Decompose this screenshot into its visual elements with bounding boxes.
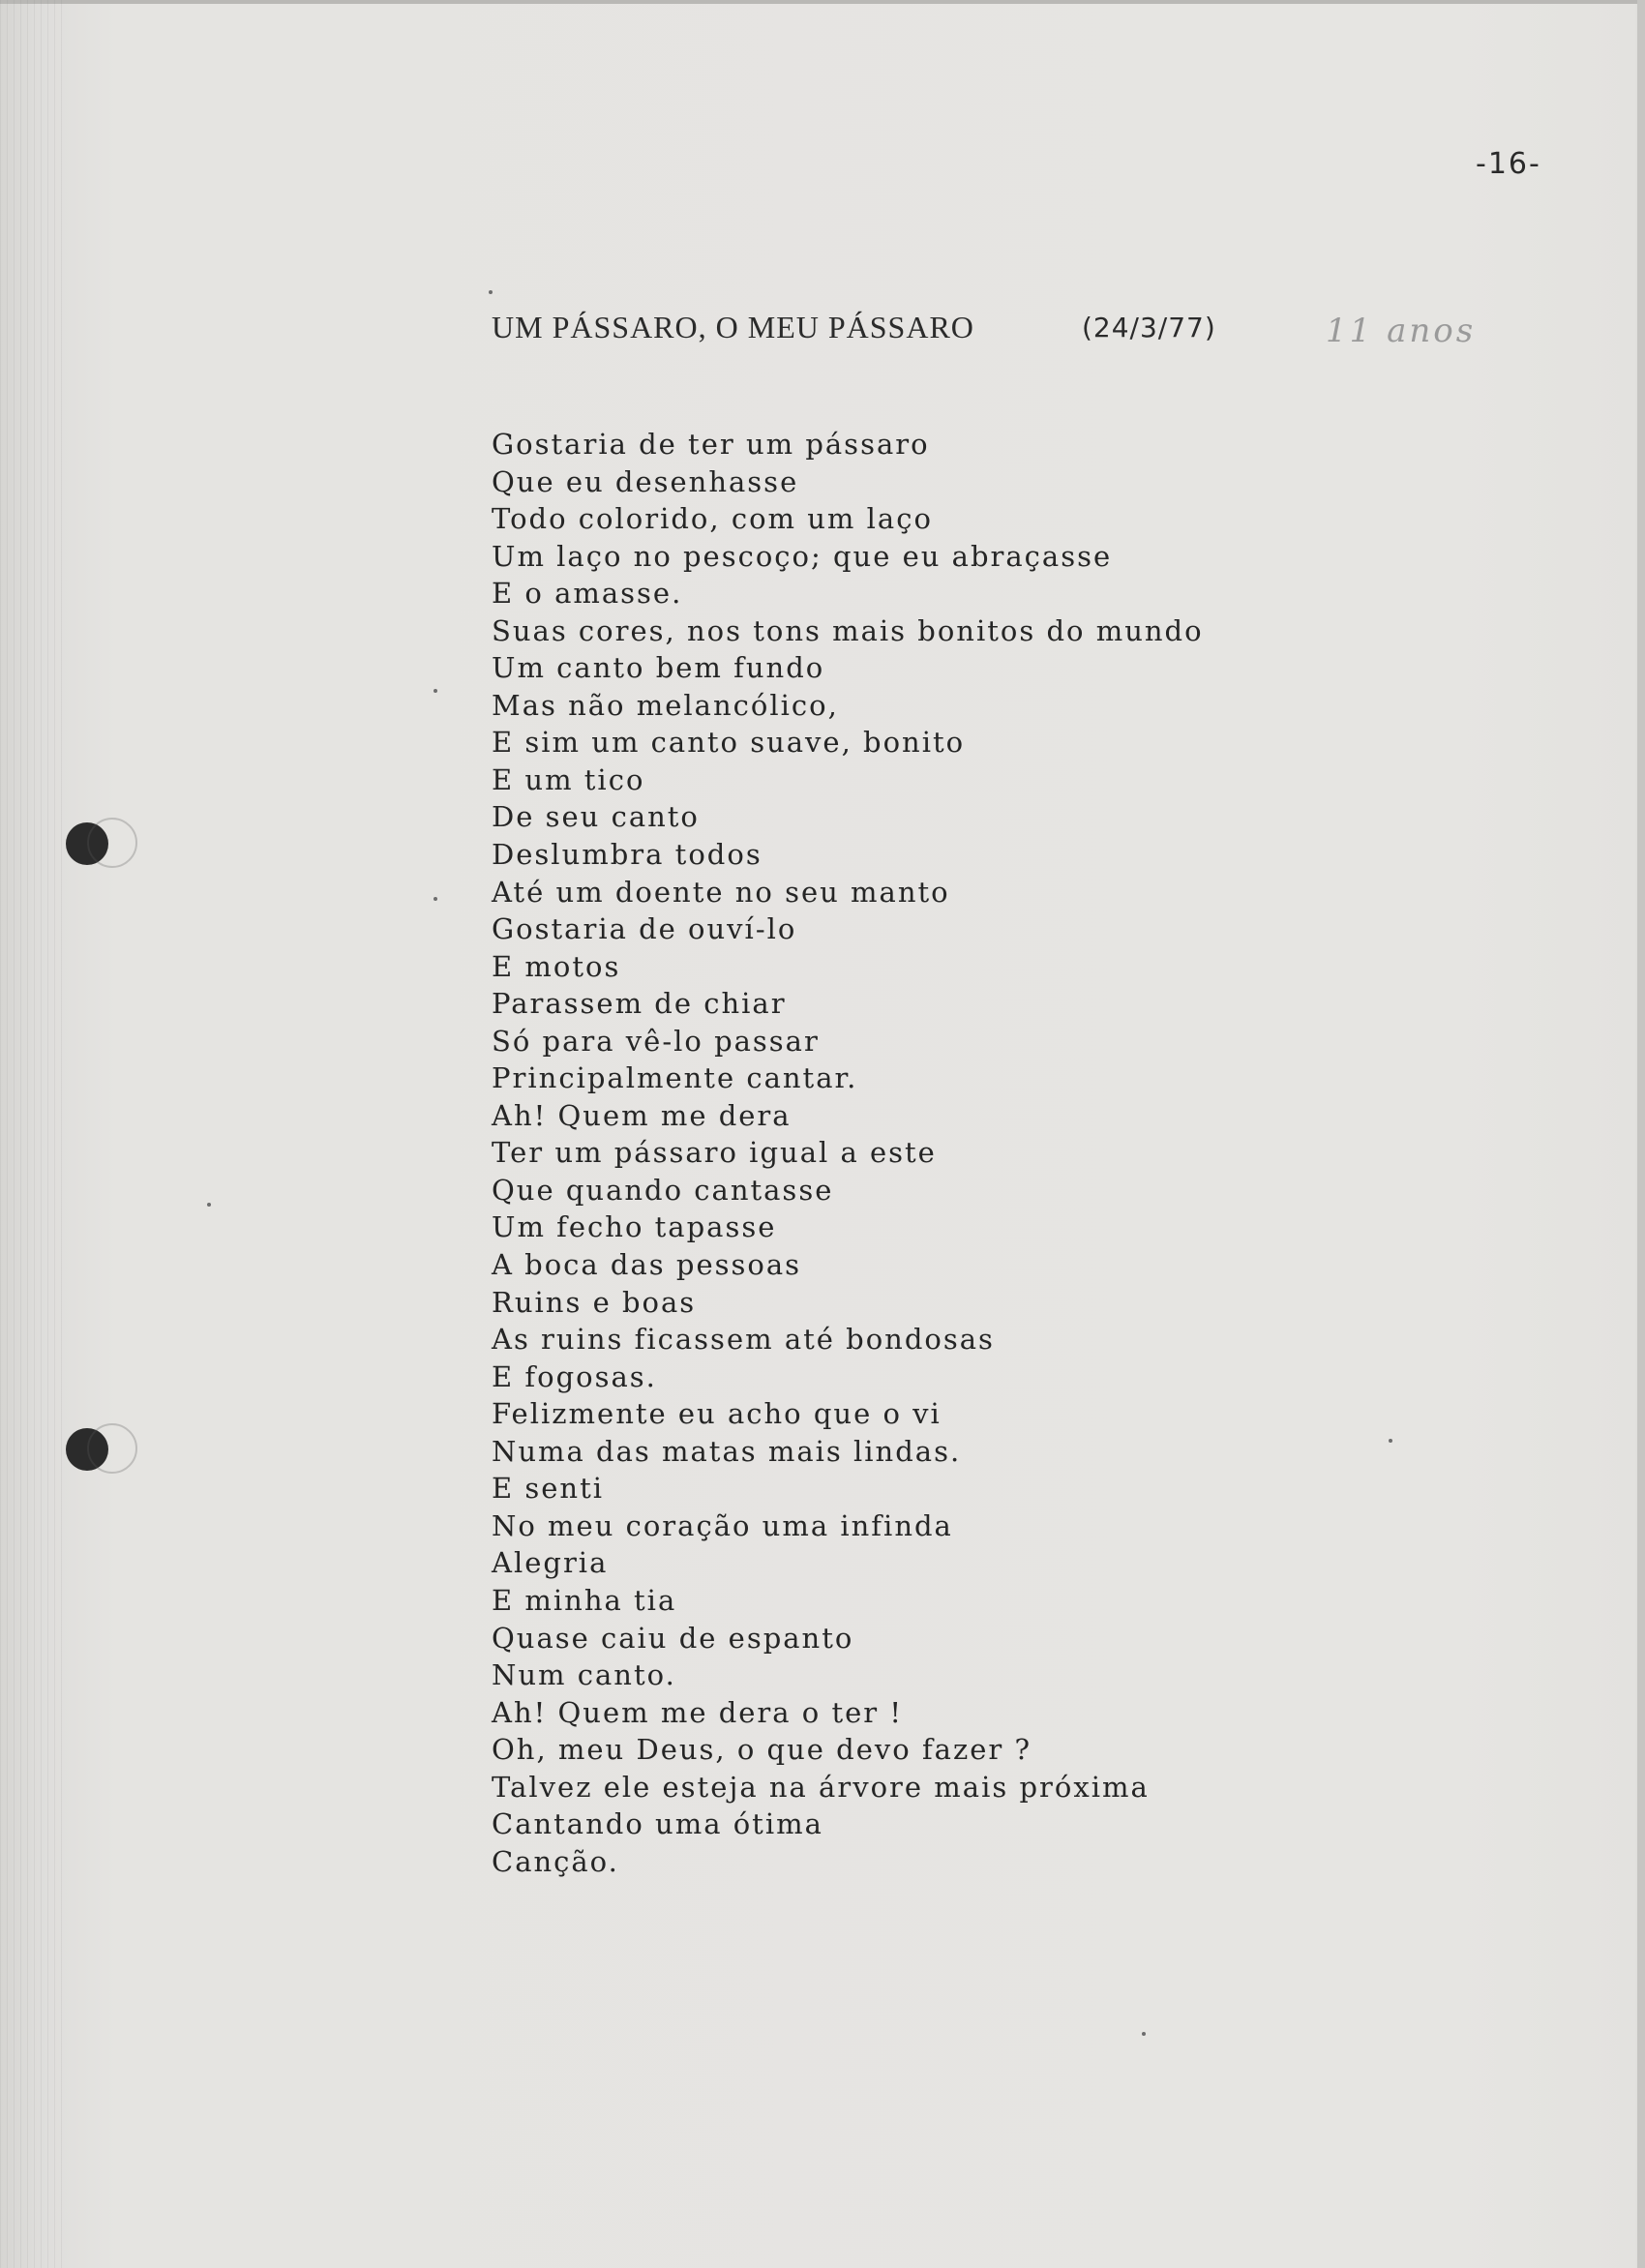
poem-line: Oh, meu Deus, o que devo fazer ? <box>492 1733 1032 1767</box>
page-right-edge <box>1637 0 1645 2268</box>
poem-line: Ruins e boas <box>492 1285 697 1319</box>
poem-line: Ter um pássaro igual a este <box>492 1136 937 1170</box>
poem-line: Ah! Quem me dera o ter ! <box>492 1695 904 1729</box>
paper-speck <box>489 290 493 294</box>
poem-line: Todo colorido, com um laço <box>492 502 933 536</box>
poem-line: Gostaria de ouví-lo <box>492 912 797 946</box>
poem-line: Parassem de chiar <box>492 987 787 1021</box>
poem-line: Deslumbra todos <box>492 838 763 872</box>
poem-line: Ah! Quem me dera <box>492 1098 792 1132</box>
title-row <box>492 310 1216 345</box>
poem-title: UM PÁSSARO, O MEU PÁSSARO <box>492 310 974 344</box>
poem-line: Felizmente eu acho que o vi <box>492 1397 942 1431</box>
poem-line: Que eu desenhasse <box>492 464 799 498</box>
poem-line: Um fecho tapasse <box>492 1210 777 1244</box>
poem-line: No meu coração uma infinda <box>492 1508 953 1542</box>
poem-line: As ruins ficassem até bondosas <box>492 1323 995 1357</box>
poem-line: E minha tia <box>492 1583 677 1617</box>
page-top-edge <box>0 0 1645 4</box>
poem-line: A boca das pessoas <box>492 1248 802 1282</box>
paper-speck <box>1142 2032 1146 2036</box>
paper-speck <box>1389 1439 1392 1443</box>
poem-line: Talvez ele esteja na árvore mais próxima <box>492 1770 1150 1804</box>
poem-line: Um canto bem fundo <box>492 651 825 685</box>
poem-line: E um tico <box>492 762 645 796</box>
poem-line: Num canto. <box>492 1658 676 1692</box>
handwritten-note: 11 anos <box>1326 312 1477 350</box>
punch-hole <box>66 1428 108 1471</box>
poem-line: Só para vê-lo passar <box>492 1024 820 1058</box>
poem-line: E sim um canto suave, bonito <box>492 726 966 760</box>
poem-line: De seu canto <box>492 800 700 834</box>
poem-line: E fogosas. <box>492 1359 657 1393</box>
poem-line: Que quando cantasse <box>492 1173 834 1207</box>
poem-line: Gostaria de ter um pássaro <box>492 428 930 461</box>
poem-line: Até um doente no seu manto <box>492 875 950 909</box>
poem-line: Mas não melancólico, <box>492 688 839 722</box>
paper-speck <box>207 1203 211 1207</box>
poem-line: Alegria <box>492 1546 609 1580</box>
poem-date: (24/3/77) <box>1082 312 1216 343</box>
poem-line: Quase caiu de espanto <box>492 1621 854 1655</box>
punch-hole <box>66 822 108 865</box>
poem-line: Numa das matas mais lindas. <box>492 1434 962 1468</box>
poem-line: Cantando uma ótima <box>492 1807 823 1841</box>
poem-line: E o amasse. <box>492 577 683 611</box>
poem-body <box>492 426 1204 1880</box>
poem-line: Principalmente cantar. <box>492 1061 858 1095</box>
binding-edge <box>0 0 68 2268</box>
paper-speck <box>434 689 437 693</box>
poem-line: Um laço no pescoço; que eu abraçasse <box>492 539 1113 573</box>
page-number: -16- <box>1476 147 1541 181</box>
poem-line: E motos <box>492 949 621 983</box>
paper-speck <box>434 897 437 901</box>
poem-line: Canção. <box>492 1844 619 1878</box>
poem-line: Suas cores, nos tons mais bonitos do mundo <box>492 613 1204 647</box>
poem-line: E senti <box>492 1472 605 1506</box>
